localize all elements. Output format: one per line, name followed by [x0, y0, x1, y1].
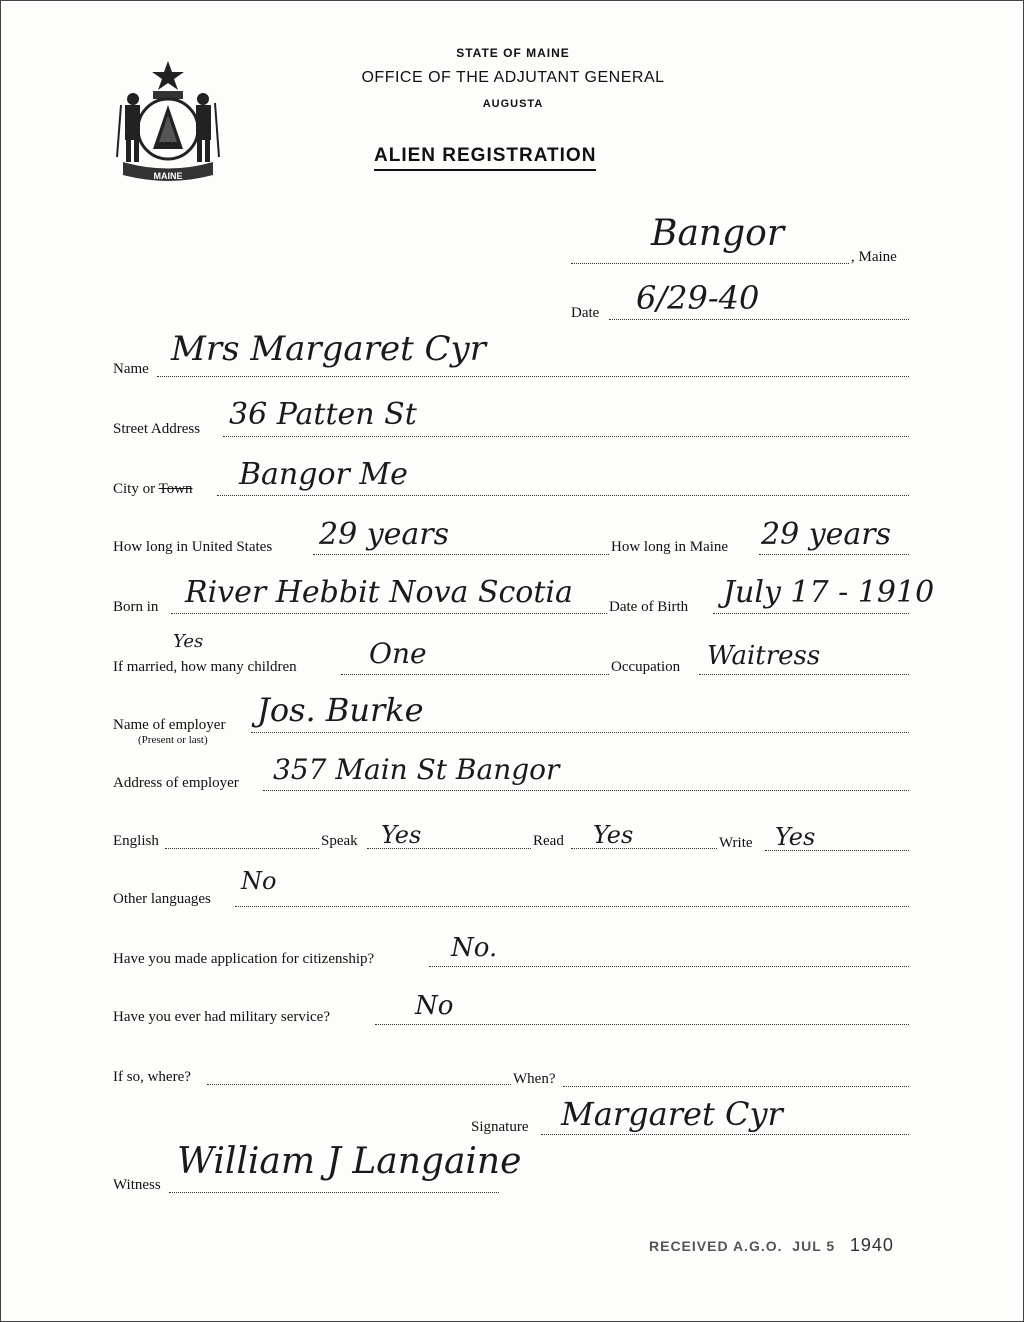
- value-employer: Jos. Burke: [257, 691, 424, 729]
- label-city: City or Town: [113, 481, 193, 497]
- value-married: Yes: [173, 631, 204, 652]
- label-name: Name: [113, 361, 149, 377]
- value-speak: Yes: [381, 821, 422, 849]
- value-other-languages: No: [241, 867, 277, 895]
- value-military: No: [415, 991, 454, 1021]
- value-write: Yes: [775, 823, 816, 851]
- label-us-years: How long in United States: [113, 539, 273, 555]
- label-date-of-birth: Date of Birth: [609, 599, 689, 615]
- header-city: AUGUSTA: [482, 98, 544, 110]
- label-military: Have you ever had military service?: [113, 1009, 330, 1025]
- value-street-address: 36 Patten St: [229, 397, 417, 432]
- value-children: One: [369, 637, 427, 670]
- label-read: Read: [533, 833, 564, 849]
- label-english: English: [113, 833, 159, 849]
- value-employer-address: 357 Main St Bangor: [273, 753, 560, 786]
- value-date: 6/29-40: [636, 279, 760, 317]
- label-if-so-where: If so, where?: [113, 1069, 191, 1085]
- label-other-languages: Other languages: [113, 891, 211, 907]
- label-occupation: Occupation: [611, 659, 681, 675]
- value-city-top: Bangor: [651, 213, 785, 254]
- value-born-in: River Hebbit Nova Scotia: [185, 575, 573, 610]
- label-town-struck: Town: [158, 481, 193, 497]
- label-when: When?: [513, 1071, 556, 1087]
- value-us-years: 29 years: [319, 517, 450, 552]
- form-title: ALIEN REGISTRATION: [374, 145, 596, 171]
- label-employer-address: Address of employer: [113, 775, 239, 791]
- label-born-in: Born in: [113, 599, 159, 615]
- label-date: Date: [571, 305, 600, 321]
- value-occupation: Waitress: [707, 641, 821, 671]
- label-citizenship: Have you made application for citizenship?: [113, 951, 375, 967]
- label-employer: Name of employer: [113, 717, 226, 733]
- label-employer-note: (Present or last): [138, 734, 208, 746]
- label-maine-years: How long in Maine: [611, 539, 729, 555]
- label-speak: Speak: [321, 833, 358, 849]
- label-maine: , Maine: [851, 249, 897, 265]
- value-citizenship: No.: [451, 933, 498, 963]
- value-signature: Margaret Cyr: [561, 1095, 783, 1133]
- header-state: STATE OF MAINE: [456, 46, 570, 60]
- received-stamp: RECEIVED A.G.O. JUL 5 1940: [649, 1235, 894, 1255]
- value-date-of-birth: July 17 - 1910: [723, 575, 935, 610]
- label-signature: Signature: [471, 1119, 529, 1135]
- seal-text: MAINE: [153, 171, 183, 181]
- label-write: Write: [719, 835, 753, 851]
- label-street-address: Street Address: [113, 421, 201, 437]
- value-maine-years: 29 years: [761, 517, 892, 552]
- label-witness: Witness: [113, 1177, 161, 1193]
- value-city: Bangor Me: [239, 457, 408, 492]
- value-read: Yes: [593, 821, 634, 849]
- value-name: Mrs Margaret Cyr: [171, 329, 487, 369]
- header-office: OFFICE OF THE ADJUTANT GENERAL: [361, 69, 665, 86]
- value-witness: William J Langaine: [177, 1141, 522, 1182]
- label-children: If married, how many children: [113, 659, 297, 675]
